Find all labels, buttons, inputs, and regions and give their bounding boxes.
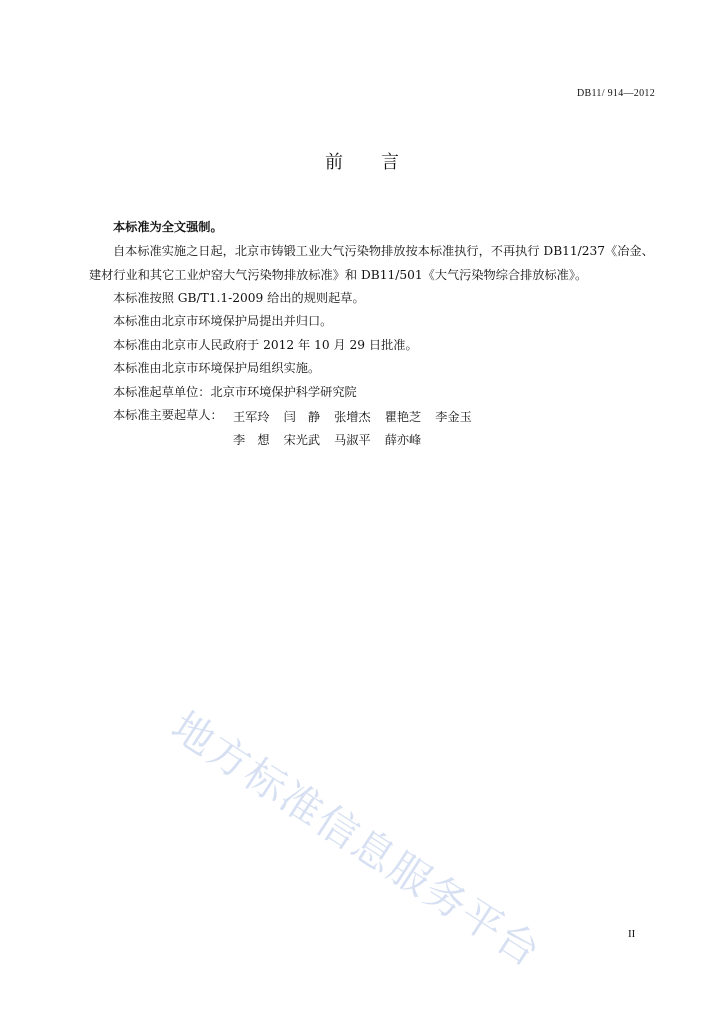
drafter-name: 王军玲 [233, 410, 270, 424]
paragraph-drafting-unit: 本标准起草单位：北京市环境保护科学研究院 [113, 385, 357, 399]
drafters-row-2 [233, 431, 435, 448]
watermark: 地方标准信息服务平台 [163, 702, 550, 977]
drafter-name: 闫 静 [283, 410, 321, 424]
paragraph-drafters-label: 本标准主要起草人： [113, 408, 223, 422]
title-char-1: 前 [325, 152, 343, 173]
page-number: II [628, 928, 636, 940]
drafter-name: 李金玉 [435, 410, 472, 424]
paragraph-approval: 本标准由北京市人民政府于 2012 年 10 月 29 日批准。 [113, 338, 418, 352]
page-title [0, 148, 724, 174]
drafter-name: 宋光武 [283, 433, 321, 447]
title-char-2: 言 [381, 152, 399, 173]
drafter-name: 李 想 [233, 433, 270, 447]
drafter-name: 薛亦峰 [384, 433, 422, 447]
paragraph-proposer: 本标准由北京市环境保护局提出并归口。 [113, 314, 333, 328]
drafters-row-1 [233, 408, 486, 425]
drafter-name: 瞿艳芝 [384, 410, 422, 424]
paragraph-drafting-rules: 本标准按照 GB/T1.1-2009 给出的规则起草。 [113, 291, 365, 305]
paragraph-supersede: 自本标准实施之日起，北京市铸锻工业大气污染物排放按本标准执行，不再执行 DB11/237《冶金、建材行业和其它工业炉窑大气污染物排放标准》和 DB11/501《大气污染物综合排放标准》。 [89, 244, 654, 282]
paragraph-mandatory: 本标准为全文强制。 [113, 220, 223, 234]
paragraph-implementation: 本标准由北京市环境保护局组织实施。 [113, 361, 321, 375]
standard-number: DB11/ 914—2012 [577, 88, 655, 99]
drafter-name: 马淑平 [334, 433, 371, 447]
drafter-name: 张增杰 [334, 410, 371, 424]
